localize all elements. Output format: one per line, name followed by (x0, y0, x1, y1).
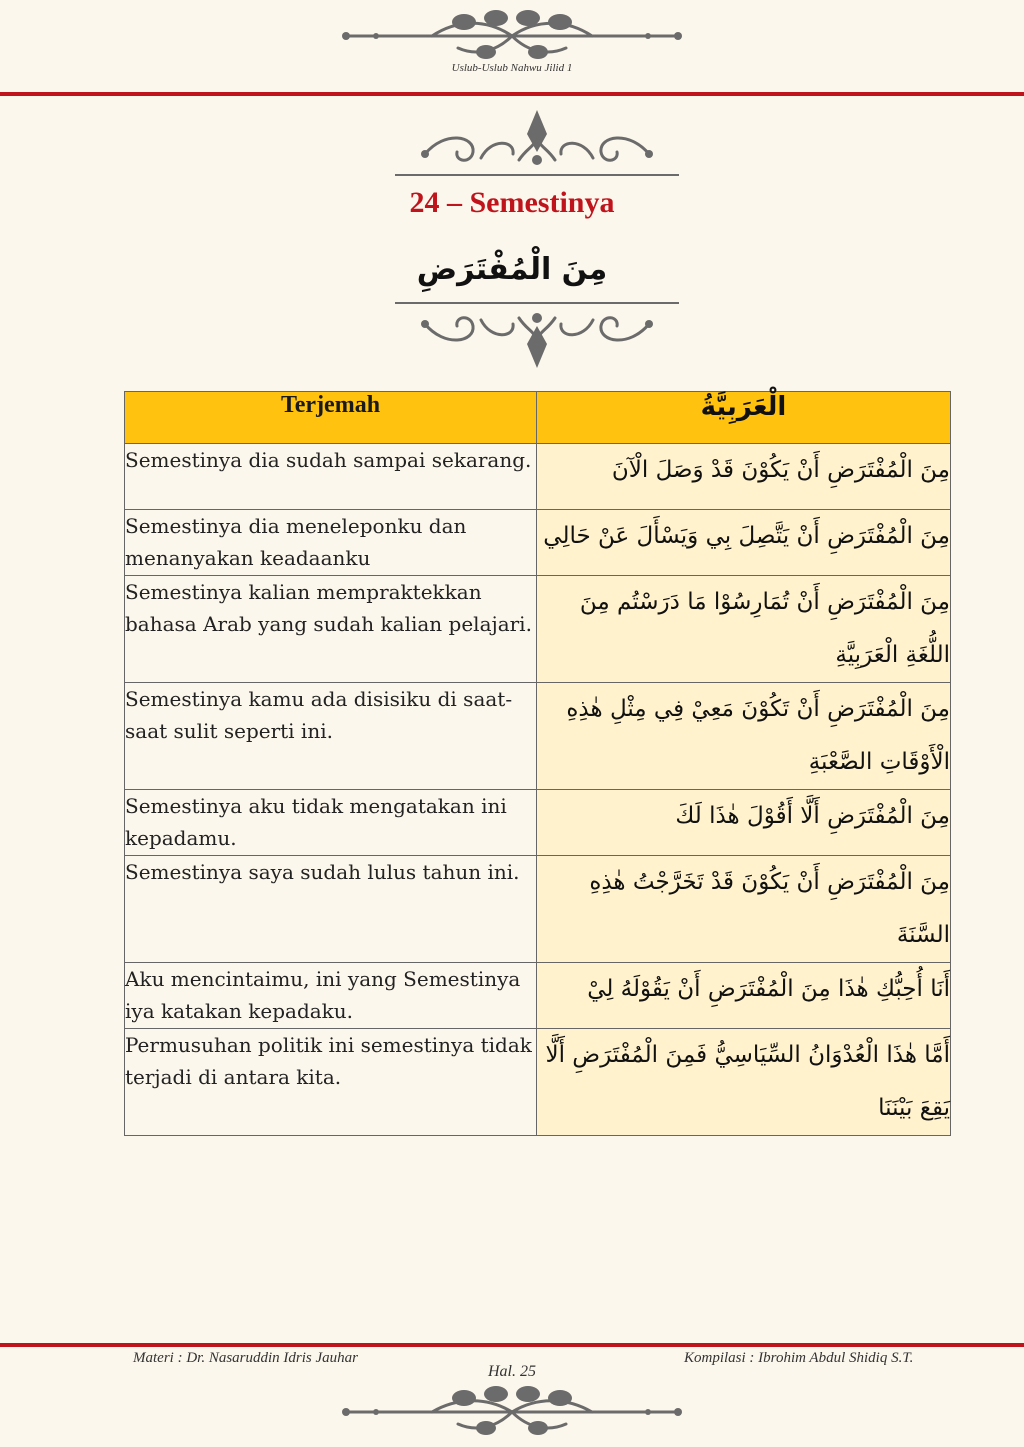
page-title: 24 – Semestinya (409, 186, 615, 219)
arabic-title: مِنَ الْمُفْتَرَضِ (416, 252, 608, 287)
indonesian-cell: Semestinya aku tidak mengatakan ini kepadamu. (125, 790, 537, 856)
arabic-cell: مِنَ الْمُفْتَرَضِ أَنْ يَتَّصِلَ بِي وَيَسْأَلَ عَنْ حَالِي (537, 510, 951, 576)
table-row (125, 1029, 951, 1136)
header-terjemah: Terjemah (125, 392, 537, 444)
page-number: Hal. 25 (488, 1363, 536, 1380)
arabic-cell: مِنَ الْمُفْتَرَضِ أَنْ يَكُوْنَ قَدْ وَصَلَ الْآنَ (537, 444, 951, 510)
table-row (125, 683, 951, 790)
arabic-cell: أَنَا أُحِبُّكِ هٰذَا مِنَ الْمُفْتَرَضِ أَنْ يَقُوْلَهُ لِيْ (537, 963, 951, 1029)
title-ornament-top-icon (395, 108, 679, 178)
footer-divider (0, 1343, 1024, 1347)
title-ornament-bottom-icon (395, 302, 679, 372)
table-row (125, 576, 951, 683)
table-row (125, 444, 951, 510)
table-row (125, 856, 951, 963)
arabic-cell: مِنَ الْمُفْتَرَضِ أَلَّا أَقُوْلَ هٰذَا لَكَ (537, 790, 951, 856)
table-row (125, 963, 951, 1029)
arabic-cell: مِنَ الْمُفْتَرَضِ أَنْ تُمَارِسُوْا مَا دَرَسْتُم مِنَ اللُّغَةِ الْعَرَبِيَّةِ (537, 576, 951, 683)
arabic-cell: مِنَ الْمُفْتَرَضِ أَنْ يَكُوْنَ قَدْ تَخَرَّجْتُ هٰذِهِ السَّنَةَ (537, 856, 951, 963)
bottom-ornament-icon (336, 1386, 688, 1438)
top-ornament-icon (336, 8, 688, 62)
arabic-cell: أَمَّا هٰذَا الْعُدْوَانُ السِّيَاسِيُّ فَمِنَ الْمُفْتَرَضِ أَلَّا يَقِعَ بَيْنَنَا (537, 1029, 951, 1136)
indonesian-cell: Semestinya dia meneleponku dan menanyakan keadaanku (125, 510, 537, 576)
indonesian-cell: Semestinya dia sudah sampai sekarang. (125, 444, 537, 510)
header-divider (0, 92, 1024, 96)
footer-materi: Materi : Dr. Nasaruddin Idris Jauhar (133, 1350, 359, 1366)
indonesian-cell: Aku mencintaimu, ini yang Semestinya iya katakan kepadaku. (125, 963, 537, 1029)
indonesian-cell: Semestinya kalian mempraktekkan bahasa Arab yang sudah kalian pelajari. (125, 576, 537, 683)
indonesian-cell: Permusuhan politik ini semestinya tidak terjadi di antara kita. (125, 1029, 537, 1136)
indonesian-cell: Semestinya saya sudah lulus tahun ini. (125, 856, 537, 963)
indonesian-cell: Semestinya kamu ada disisiku di saat-saat sulit seperti ini. (125, 683, 537, 790)
arabic-cell: مِنَ الْمُفْتَرَضِ أَنْ تَكُوْنَ مَعِيْ فِي مِثْلِ هٰذِهِ الْأَوْقَاتِ الصَّعْبَةِ (537, 683, 951, 790)
running-header: Uslub-Uslub Nahwu Jilid 1 (451, 62, 573, 74)
table-row (125, 510, 951, 576)
table-header-row (125, 392, 951, 444)
footer-kompilasi: Kompilasi : Ibrohim Abdul Shidiq S.T. (684, 1350, 914, 1366)
translation-table (124, 391, 951, 1136)
header-arabic: الْعَرَبِيَّةُ (537, 392, 951, 444)
table-row (125, 790, 951, 856)
